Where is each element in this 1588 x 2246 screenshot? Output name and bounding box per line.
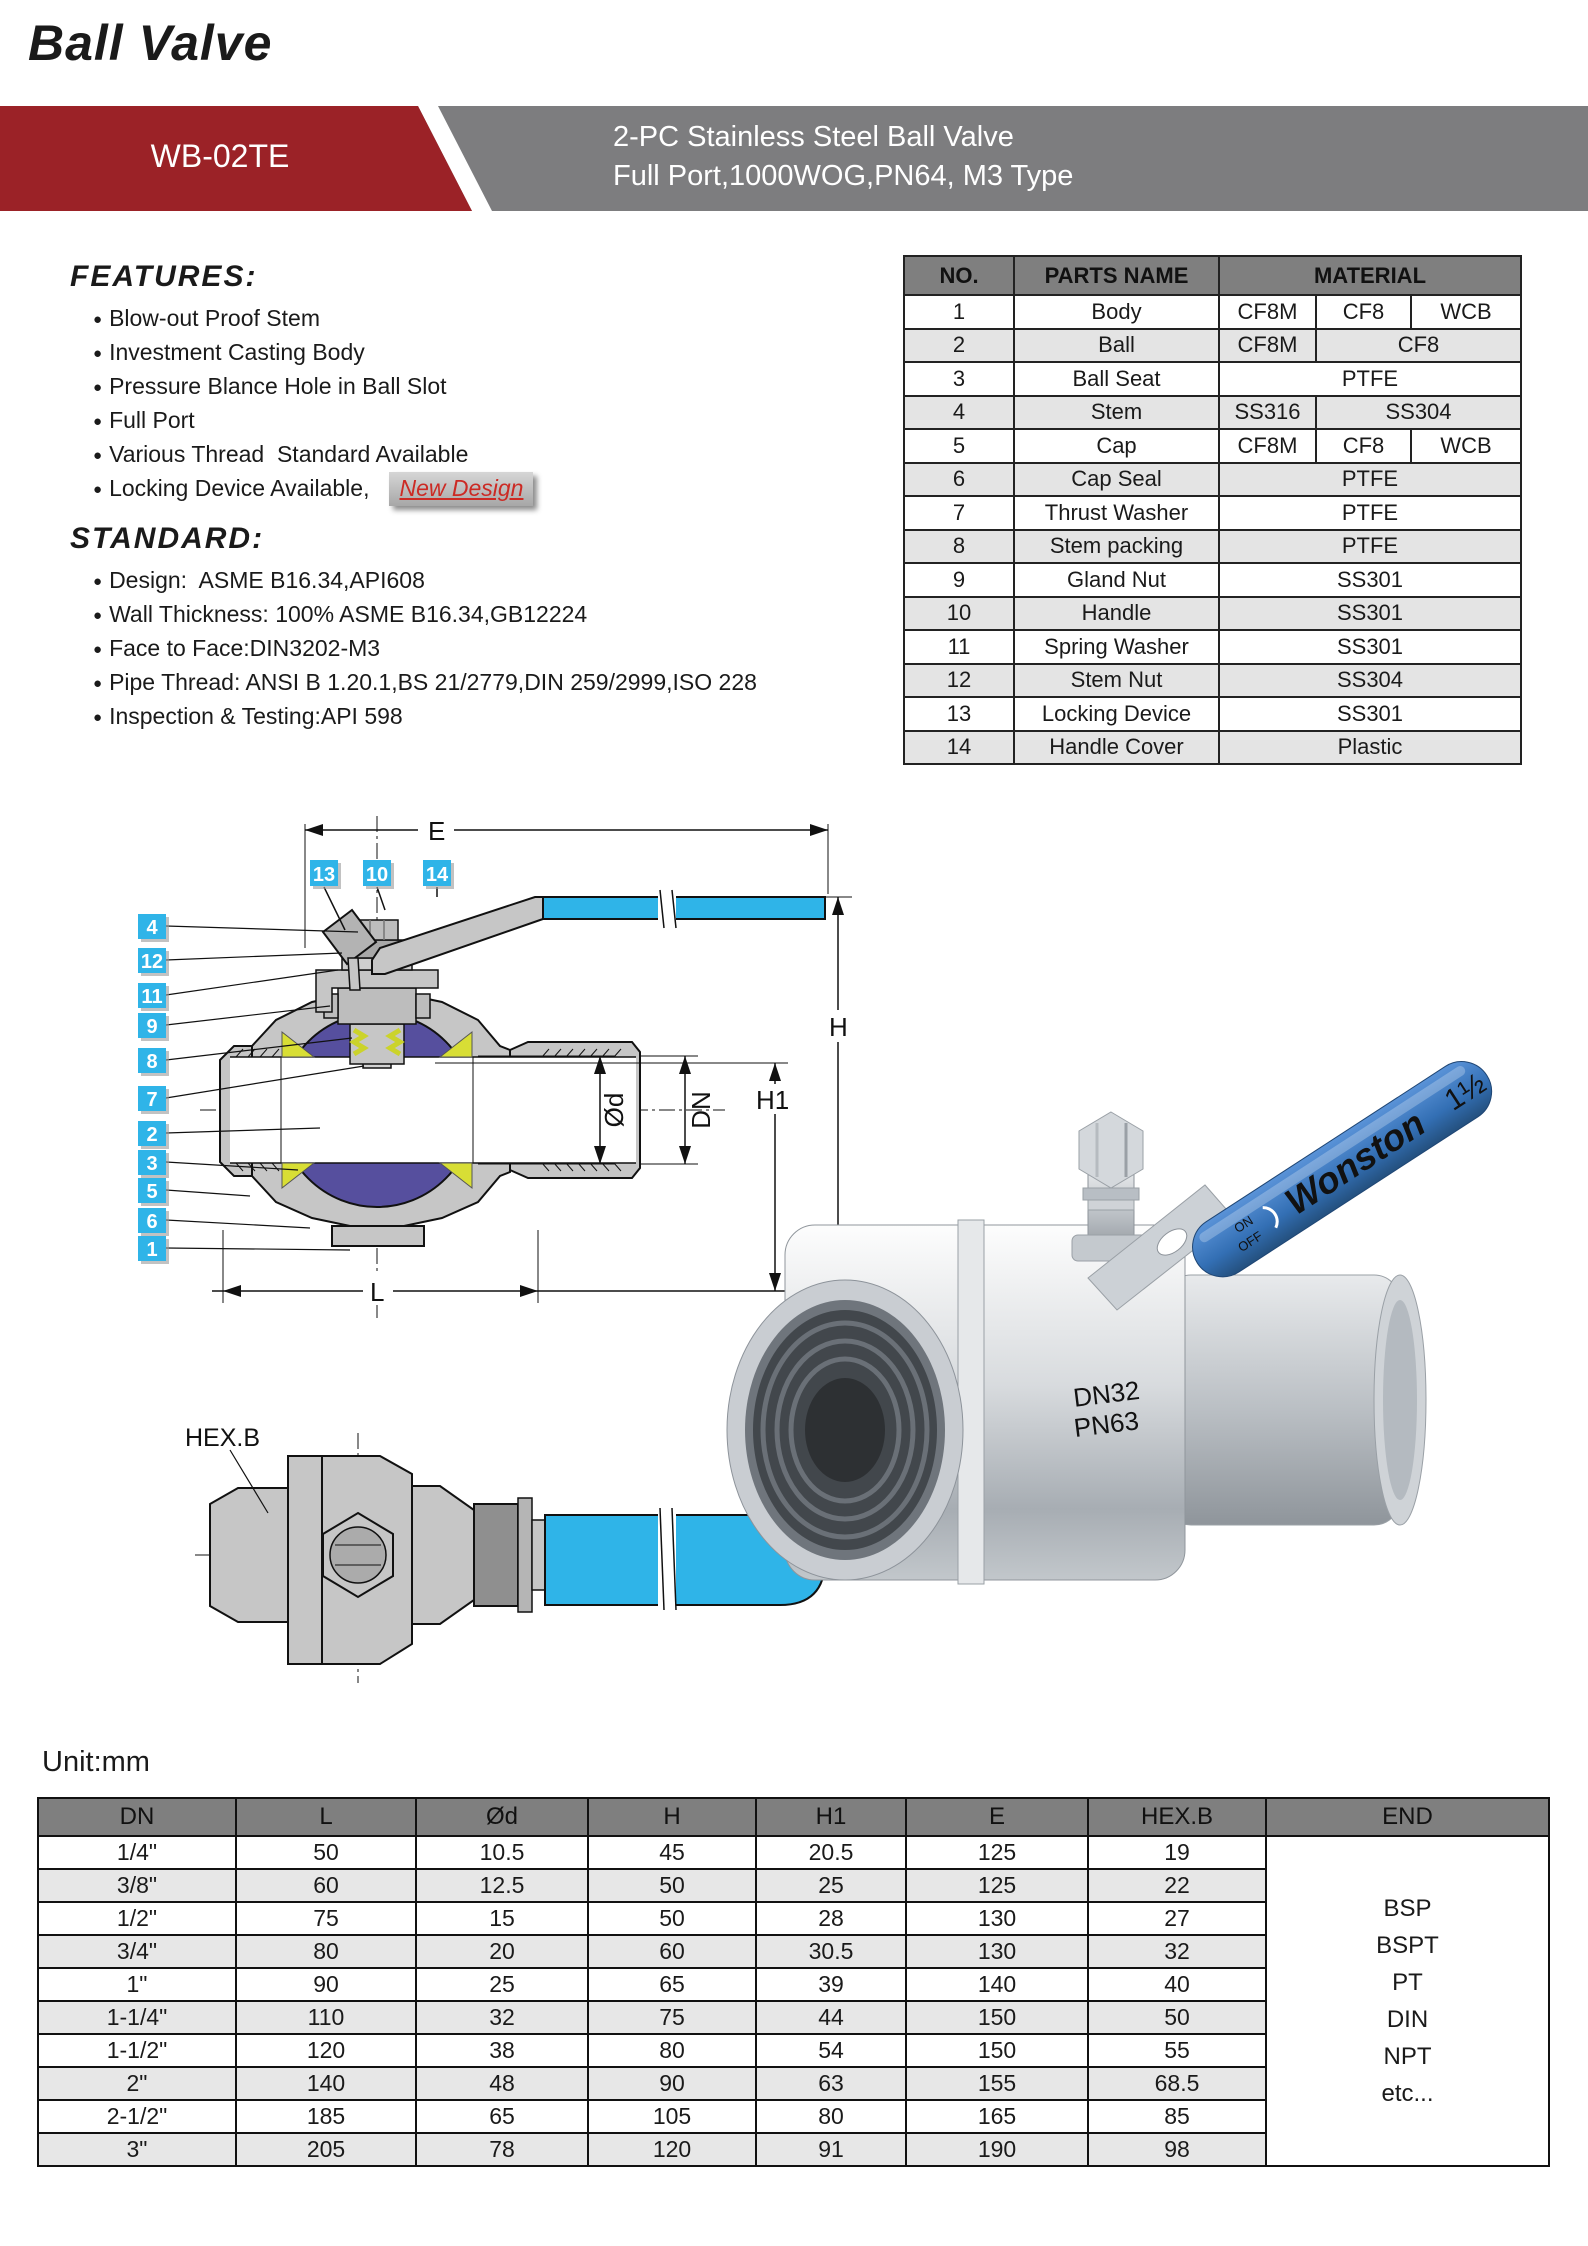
dim-value: 85 (1088, 2100, 1266, 2133)
part-no: 9 (904, 563, 1014, 597)
photo-handle-off: OFF (1235, 1228, 1266, 1255)
dim-value: 63 (756, 2067, 906, 2100)
list-item (93, 700, 757, 734)
dim-value: 2" (38, 2067, 236, 2100)
features-heading: FEATURES: (70, 260, 258, 293)
dim-value: 3/8" (38, 1869, 236, 1902)
dim-value: 50 (588, 1902, 756, 1935)
dim-value: 90 (236, 1968, 416, 2001)
part-no: 10 (904, 597, 1014, 631)
photo-right-end-inner (1383, 1300, 1417, 1500)
parts-table-row (904, 362, 1521, 396)
dim-value: 60 (588, 1935, 756, 1968)
list-item (93, 404, 533, 438)
list-item-text: Various Thread Standard Available (109, 441, 469, 467)
list-item (93, 336, 533, 370)
part-material: WCB (1411, 295, 1521, 329)
part-material: SS304 (1219, 664, 1521, 698)
part-material: CF8 (1316, 329, 1521, 363)
dim-value: 45 (588, 1836, 756, 1869)
gland-wing-right (416, 994, 430, 1018)
part-no: 6 (904, 463, 1014, 497)
part-label-11: 11 (141, 986, 163, 1008)
parts-table-row (904, 295, 1521, 329)
dim-value: 22 (1088, 1869, 1266, 1902)
parts-table-row (904, 731, 1521, 765)
end-option: BSPT (1376, 1932, 1439, 1959)
dim-col-L: L (236, 1798, 416, 1836)
dim-label-H1: H1 (756, 1085, 790, 1115)
part-material: SS301 (1219, 697, 1521, 731)
dim-col-H: H (588, 1798, 756, 1836)
parts-table-row (904, 530, 1521, 564)
dim-value: 40 (1088, 1968, 1266, 2001)
dim-col-H1: H1 (756, 1798, 906, 1836)
model-code: WB-02TE (150, 138, 290, 174)
parts-material-table (903, 255, 1522, 765)
photo-joint-band (958, 1220, 984, 1584)
dim-value: 65 (416, 2100, 588, 2133)
dim-table-body (38, 1836, 1549, 2166)
sv-taper (412, 1486, 474, 1624)
dim-value: 3/4" (38, 1935, 236, 1968)
dim-value: 125 (906, 1869, 1088, 1902)
col-header-parts-name: PARTS NAME (1014, 256, 1219, 295)
photo-stamp (1069, 1375, 1145, 1443)
dim-value: 120 (588, 2133, 756, 2166)
parts-table-row (904, 630, 1521, 664)
part-no: 5 (904, 429, 1014, 463)
dim-value: 165 (906, 2100, 1088, 2133)
dim-value: 65 (588, 1968, 756, 2001)
list-item (93, 370, 533, 404)
part-name: Body (1014, 295, 1219, 329)
part-material: CF8M (1219, 329, 1316, 363)
dim-value: 54 (756, 2034, 906, 2067)
part-material: CF8 (1316, 429, 1411, 463)
part-material: CF8 (1316, 295, 1411, 329)
photo-handle-on: ON (1231, 1212, 1256, 1236)
parts-table-row (904, 396, 1521, 430)
parts-table-row (904, 496, 1521, 530)
dim-value: 80 (236, 1935, 416, 1968)
dim-value: 130 (906, 1902, 1088, 1935)
part-name: Stem packing (1014, 530, 1219, 564)
dim-value: 98 (1088, 2133, 1266, 2166)
dim-value: 1/4" (38, 1836, 236, 1869)
part-label-2: 2 (146, 1124, 158, 1146)
part-label-12: 12 (140, 951, 164, 973)
photo-handle-size: 1½ (1438, 1066, 1492, 1118)
part-material: SS301 (1219, 563, 1521, 597)
part-name: Cap (1014, 429, 1219, 463)
photo-right-port (1165, 1275, 1400, 1525)
dim-value: 28 (756, 1902, 906, 1935)
dim-col-DN: DN (38, 1798, 236, 1836)
dim-value: 130 (906, 1935, 1088, 1968)
dim-value: 1/2" (38, 1902, 236, 1935)
dim-value: 38 (416, 2034, 588, 2067)
dim-value: 60 (236, 1869, 416, 1902)
part-name: Stem (1014, 396, 1219, 430)
dim-value: 205 (236, 2133, 416, 2166)
photo-stamp-line1: DN32 (1071, 1374, 1142, 1413)
part-label-9: 9 (146, 1016, 158, 1038)
dim-value: 75 (588, 2001, 756, 2034)
list-item-text: Full Port (109, 407, 195, 433)
list-item (93, 598, 757, 632)
dim-col-HEXB: HEX.B (1088, 1798, 1266, 1836)
list-item-text: Design: ASME B16.34,API608 (109, 567, 425, 593)
sv-collar (474, 1504, 518, 1606)
dim-value: 155 (906, 2067, 1088, 2100)
dim-value: 50 (1088, 2001, 1266, 2034)
dim-value: 44 (756, 2001, 906, 2034)
list-item (93, 472, 533, 506)
sv-ring (518, 1498, 532, 1612)
dim-value: 32 (416, 2001, 588, 2034)
dim-value: 19 (1088, 1836, 1266, 1869)
list-item-text: Investment Casting Body (109, 339, 365, 365)
dim-value: 75 (236, 1902, 416, 1935)
dim-value: 90 (588, 2067, 756, 2100)
col-header-material: MATERIAL (1219, 256, 1521, 295)
part-material: Plastic (1219, 731, 1521, 765)
photo-handle (1181, 1050, 1503, 1288)
part-material: SS316 (1219, 396, 1316, 430)
part-material: PTFE (1219, 362, 1521, 396)
part-label-4: 4 (146, 917, 158, 939)
part-no: 13 (904, 697, 1014, 731)
part-material: PTFE (1219, 530, 1521, 564)
standard-list (93, 564, 757, 734)
product-photo (620, 1020, 1560, 1680)
dim-value: 50 (588, 1869, 756, 1902)
part-material: PTFE (1219, 496, 1521, 530)
dim-value: 30.5 (756, 1935, 906, 1968)
photo-handle-brand: Wonston (1277, 1102, 1433, 1223)
part-label-8: 8 (146, 1051, 158, 1073)
sv-flange (288, 1456, 322, 1664)
product-title (613, 118, 1073, 196)
sv-nut-circle (330, 1527, 386, 1583)
parts-table-row (904, 463, 1521, 497)
part-no: 4 (904, 396, 1014, 430)
part-no: 8 (904, 530, 1014, 564)
end-option: NPT (1383, 2043, 1432, 2070)
dim-value: 78 (416, 2133, 588, 2166)
dim-value: 25 (416, 1968, 588, 2001)
part-name: Ball Seat (1014, 362, 1219, 396)
dim-value: 140 (236, 2067, 416, 2100)
dim-value: 150 (906, 2034, 1088, 2067)
standard-heading: STANDARD: (70, 522, 265, 555)
unit-label: Unit:mm (42, 1746, 150, 1778)
dim-value: 110 (236, 2001, 416, 2034)
dim-value: 15 (416, 1902, 588, 1935)
parts-table-row (904, 597, 1521, 631)
dim-value: 3" (38, 2133, 236, 2166)
handle-grip-sleeve (543, 897, 825, 919)
part-label-7: 7 (146, 1089, 158, 1111)
list-item (93, 438, 533, 472)
dim-col-END: END (1266, 1798, 1549, 1836)
part-name: Ball (1014, 329, 1219, 363)
part-name: Spring Washer (1014, 630, 1219, 664)
list-item (93, 632, 757, 666)
dim-value: 91 (756, 2133, 906, 2166)
features-list (93, 302, 533, 506)
dim-label-H: H (829, 1012, 848, 1042)
part-no: 12 (904, 664, 1014, 698)
part-material: WCB (1411, 429, 1521, 463)
part-no: 1 (904, 295, 1014, 329)
end-option: PT (1392, 1969, 1423, 1996)
list-item (93, 564, 757, 598)
part-label-5: 5 (146, 1181, 158, 1203)
page-title: Ball Valve (28, 15, 273, 71)
dim-value: 1-1/2" (38, 2034, 236, 2067)
part-label-10: 10 (365, 864, 389, 886)
parts-table-row (904, 664, 1521, 698)
parts-table-header-row (904, 256, 1521, 295)
dim-value: 12.5 (416, 1869, 588, 1902)
end-options-cell (1266, 1836, 1549, 2166)
part-name: Cap Seal (1014, 463, 1219, 497)
end-option: DIN (1386, 2006, 1429, 2033)
dim-value: 1-1/4" (38, 2001, 236, 2034)
dim-value: 190 (906, 2133, 1088, 2166)
dim-value: 80 (588, 2034, 756, 2067)
parts-table-row (904, 697, 1521, 731)
dim-value: 48 (416, 2067, 588, 2100)
dim-value: 2-1/2" (38, 2100, 236, 2133)
dim-value: 1" (38, 1968, 236, 2001)
dim-label-HEXB: HEX.B (185, 1424, 261, 1452)
dim-value: 120 (236, 2034, 416, 2067)
dim-label-E: E (428, 816, 446, 846)
dim-value: 10.5 (416, 1836, 588, 1869)
part-no: 7 (904, 496, 1014, 530)
dim-value: 55 (1088, 2034, 1266, 2067)
part-no: 2 (904, 329, 1014, 363)
part-no: 3 (904, 362, 1014, 396)
parts-table-body (904, 295, 1521, 764)
part-label-3: 3 (146, 1153, 158, 1175)
part-name: Locking Device (1014, 697, 1219, 731)
list-item-text: Blow-out Proof Stem (109, 305, 320, 331)
dim-label-DN: DN (686, 1091, 716, 1129)
sv-hex-cap (210, 1488, 288, 1622)
dim-value: 25 (756, 1869, 906, 1902)
dim-value: 185 (236, 2100, 416, 2133)
dim-value: 27 (1088, 1902, 1266, 1935)
new-design-badge: New Design (389, 472, 533, 506)
part-label-6: 6 (146, 1211, 158, 1233)
sv-stub (532, 1520, 545, 1590)
list-item (93, 302, 533, 336)
part-material: SS304 (1316, 396, 1521, 430)
end-option: etc... (1381, 2080, 1434, 2107)
list-item-text: Inspection & Testing:API 598 (109, 703, 403, 729)
list-item-text: Locking Device Available, (109, 475, 370, 501)
dim-label-L: L (370, 1277, 385, 1307)
part-label-14: 14 (425, 864, 449, 886)
dim-value: 50 (236, 1836, 416, 1869)
end-option: BSP (1383, 1895, 1432, 1922)
list-item-text: Pipe Thread: ANSI B 1.20.1,BS 21/2779,DIN 259/2999,ISO 228 (109, 669, 757, 695)
parts-table-row (904, 563, 1521, 597)
product-title-line1: 2-PC Stainless Steel Ball Valve (613, 121, 1014, 153)
dim-value: 150 (906, 2001, 1088, 2034)
bottom-boss (332, 1226, 424, 1246)
dim-value: 105 (588, 2100, 756, 2133)
dim-value: 125 (906, 1836, 1088, 1869)
parts-table-row (904, 329, 1521, 363)
dim-value: 39 (756, 1968, 906, 2001)
dim-table-header-row (38, 1798, 1549, 1836)
part-material: SS301 (1219, 597, 1521, 631)
list-item-text: Pressure Blance Hole in Ball Slot (109, 373, 447, 399)
part-name: Handle Cover (1014, 731, 1219, 765)
part-material: CF8M (1219, 295, 1316, 329)
part-material: CF8M (1219, 429, 1316, 463)
dimensions-table (37, 1797, 1550, 2167)
list-item (93, 666, 757, 700)
part-material: PTFE (1219, 463, 1521, 497)
dim-value: 20 (416, 1935, 588, 1968)
parts-table-row (904, 429, 1521, 463)
photo-threaded-bore (727, 1280, 963, 1580)
list-item-text: Wall Thickness: 100% ASME B16.34,GB12224 (109, 601, 588, 627)
dim-value: 20.5 (756, 1836, 906, 1869)
dim-value: 140 (906, 1968, 1088, 2001)
part-name: Gland Nut (1014, 563, 1219, 597)
part-material: SS301 (1219, 630, 1521, 664)
dim-value: 80 (756, 2100, 906, 2133)
locking-tab (348, 958, 360, 990)
dim-table-row (38, 1836, 1549, 1869)
part-name: Stem Nut (1014, 664, 1219, 698)
part-no: 14 (904, 731, 1014, 765)
list-item-text: Face to Face:DIN3202-M3 (109, 635, 381, 661)
dim-col-E: E (906, 1798, 1088, 1836)
part-label-13: 13 (312, 864, 336, 886)
part-no: 11 (904, 630, 1014, 664)
product-title-line2: Full Port,1000WOG,PN64, M3 Type (613, 160, 1074, 192)
photo-stamp-line2: PN63 (1072, 1405, 1141, 1443)
part-label-1: 1 (146, 1239, 158, 1261)
dim-col-Od: Ød (416, 1798, 588, 1836)
bore (230, 1057, 636, 1163)
gland-nut (338, 988, 416, 1024)
header-banner (0, 106, 1588, 211)
col-header-no: NO. (904, 256, 1014, 295)
part-name: Handle (1014, 597, 1219, 631)
dim-value: 68.5 (1088, 2067, 1266, 2100)
dim-label-Od: Ød (599, 1092, 629, 1128)
part-name: Thrust Washer (1014, 496, 1219, 530)
dim-value: 32 (1088, 1935, 1266, 1968)
